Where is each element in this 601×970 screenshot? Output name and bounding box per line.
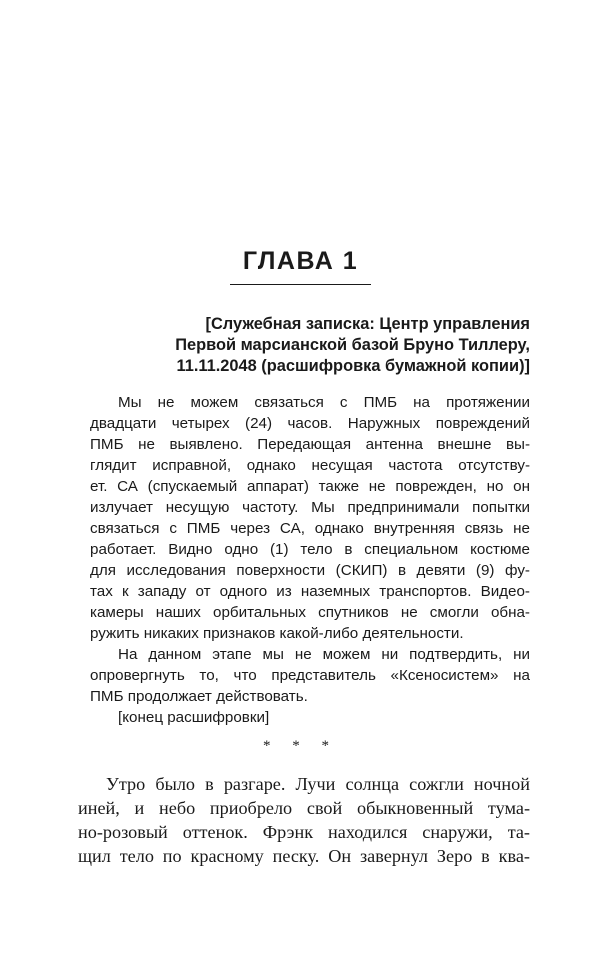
memo-header-line: [Служебная записка: Центр управления [205,315,530,333]
section-break: * * * [263,738,338,754]
story-line: щил тело по красному песку. Он завернул Зеро в ква- [78,846,530,866]
memo-header-line: 11.11.2048 (расшифровка бумажной копии)] [176,357,530,375]
memo-line: ет. СА (спускаемый аппарат) также не поврежден, но он [90,478,530,495]
memo-end-marker: [конец расшифровки] [118,709,270,726]
memo-line: камеры наших орбитальных спутников не смогли обна- [90,604,530,621]
story-body [78,772,530,868]
memo-line: работает. Видно одно (1) тело в специальном костюме [90,541,530,558]
memo-body [90,392,530,728]
memo-line: излучает несущую частоту. Мы предпринимали попытки [90,499,530,516]
memo-line: ружить никаких признаков какой-либо деятельности. [90,625,464,642]
memo-line: тах к западу от одного из наземных транспортов. Видео- [90,583,530,600]
memo-header-line: Первой марсианской базой Бруно Тиллеру, [175,336,530,354]
story-line: но-розовый оттенок. Фрэнк находился снаружи, та- [78,822,530,842]
memo-line: ПМБ продолжает действовать. [90,688,308,705]
chapter-title-underline [230,284,371,285]
memo-line: ПМБ не выявлено. Передающая антенна внешне вы- [90,436,530,453]
memo-line: На данном этапе мы не можем ни подтвердить, ни [118,646,530,663]
memo-line: глядит исправной, однако несущая частота отсутству- [90,457,530,474]
chapter-title: ГЛАВА 1 [242,247,359,275]
memo-line: опровергнуть то, что представитель «Ксеносистем» на [90,667,530,684]
memo-line: двадцати четырех (24) часов. Наружных повреждений [90,415,530,432]
memo-header [78,314,530,377]
story-line: иней, и небо приобрело свой обыкновенный тума- [78,798,530,818]
memo-line: связаться с ПМБ через СА, однако внутренняя связь не [90,520,530,537]
story-line: Утро было в разгаре. Лучи солнца сожгли ночной [106,774,530,794]
memo-line: Мы не можем связаться с ПМБ на протяжении [118,394,530,411]
memo-line: для исследования поверхности (СКИП) в девяти (9) фу- [90,562,530,579]
